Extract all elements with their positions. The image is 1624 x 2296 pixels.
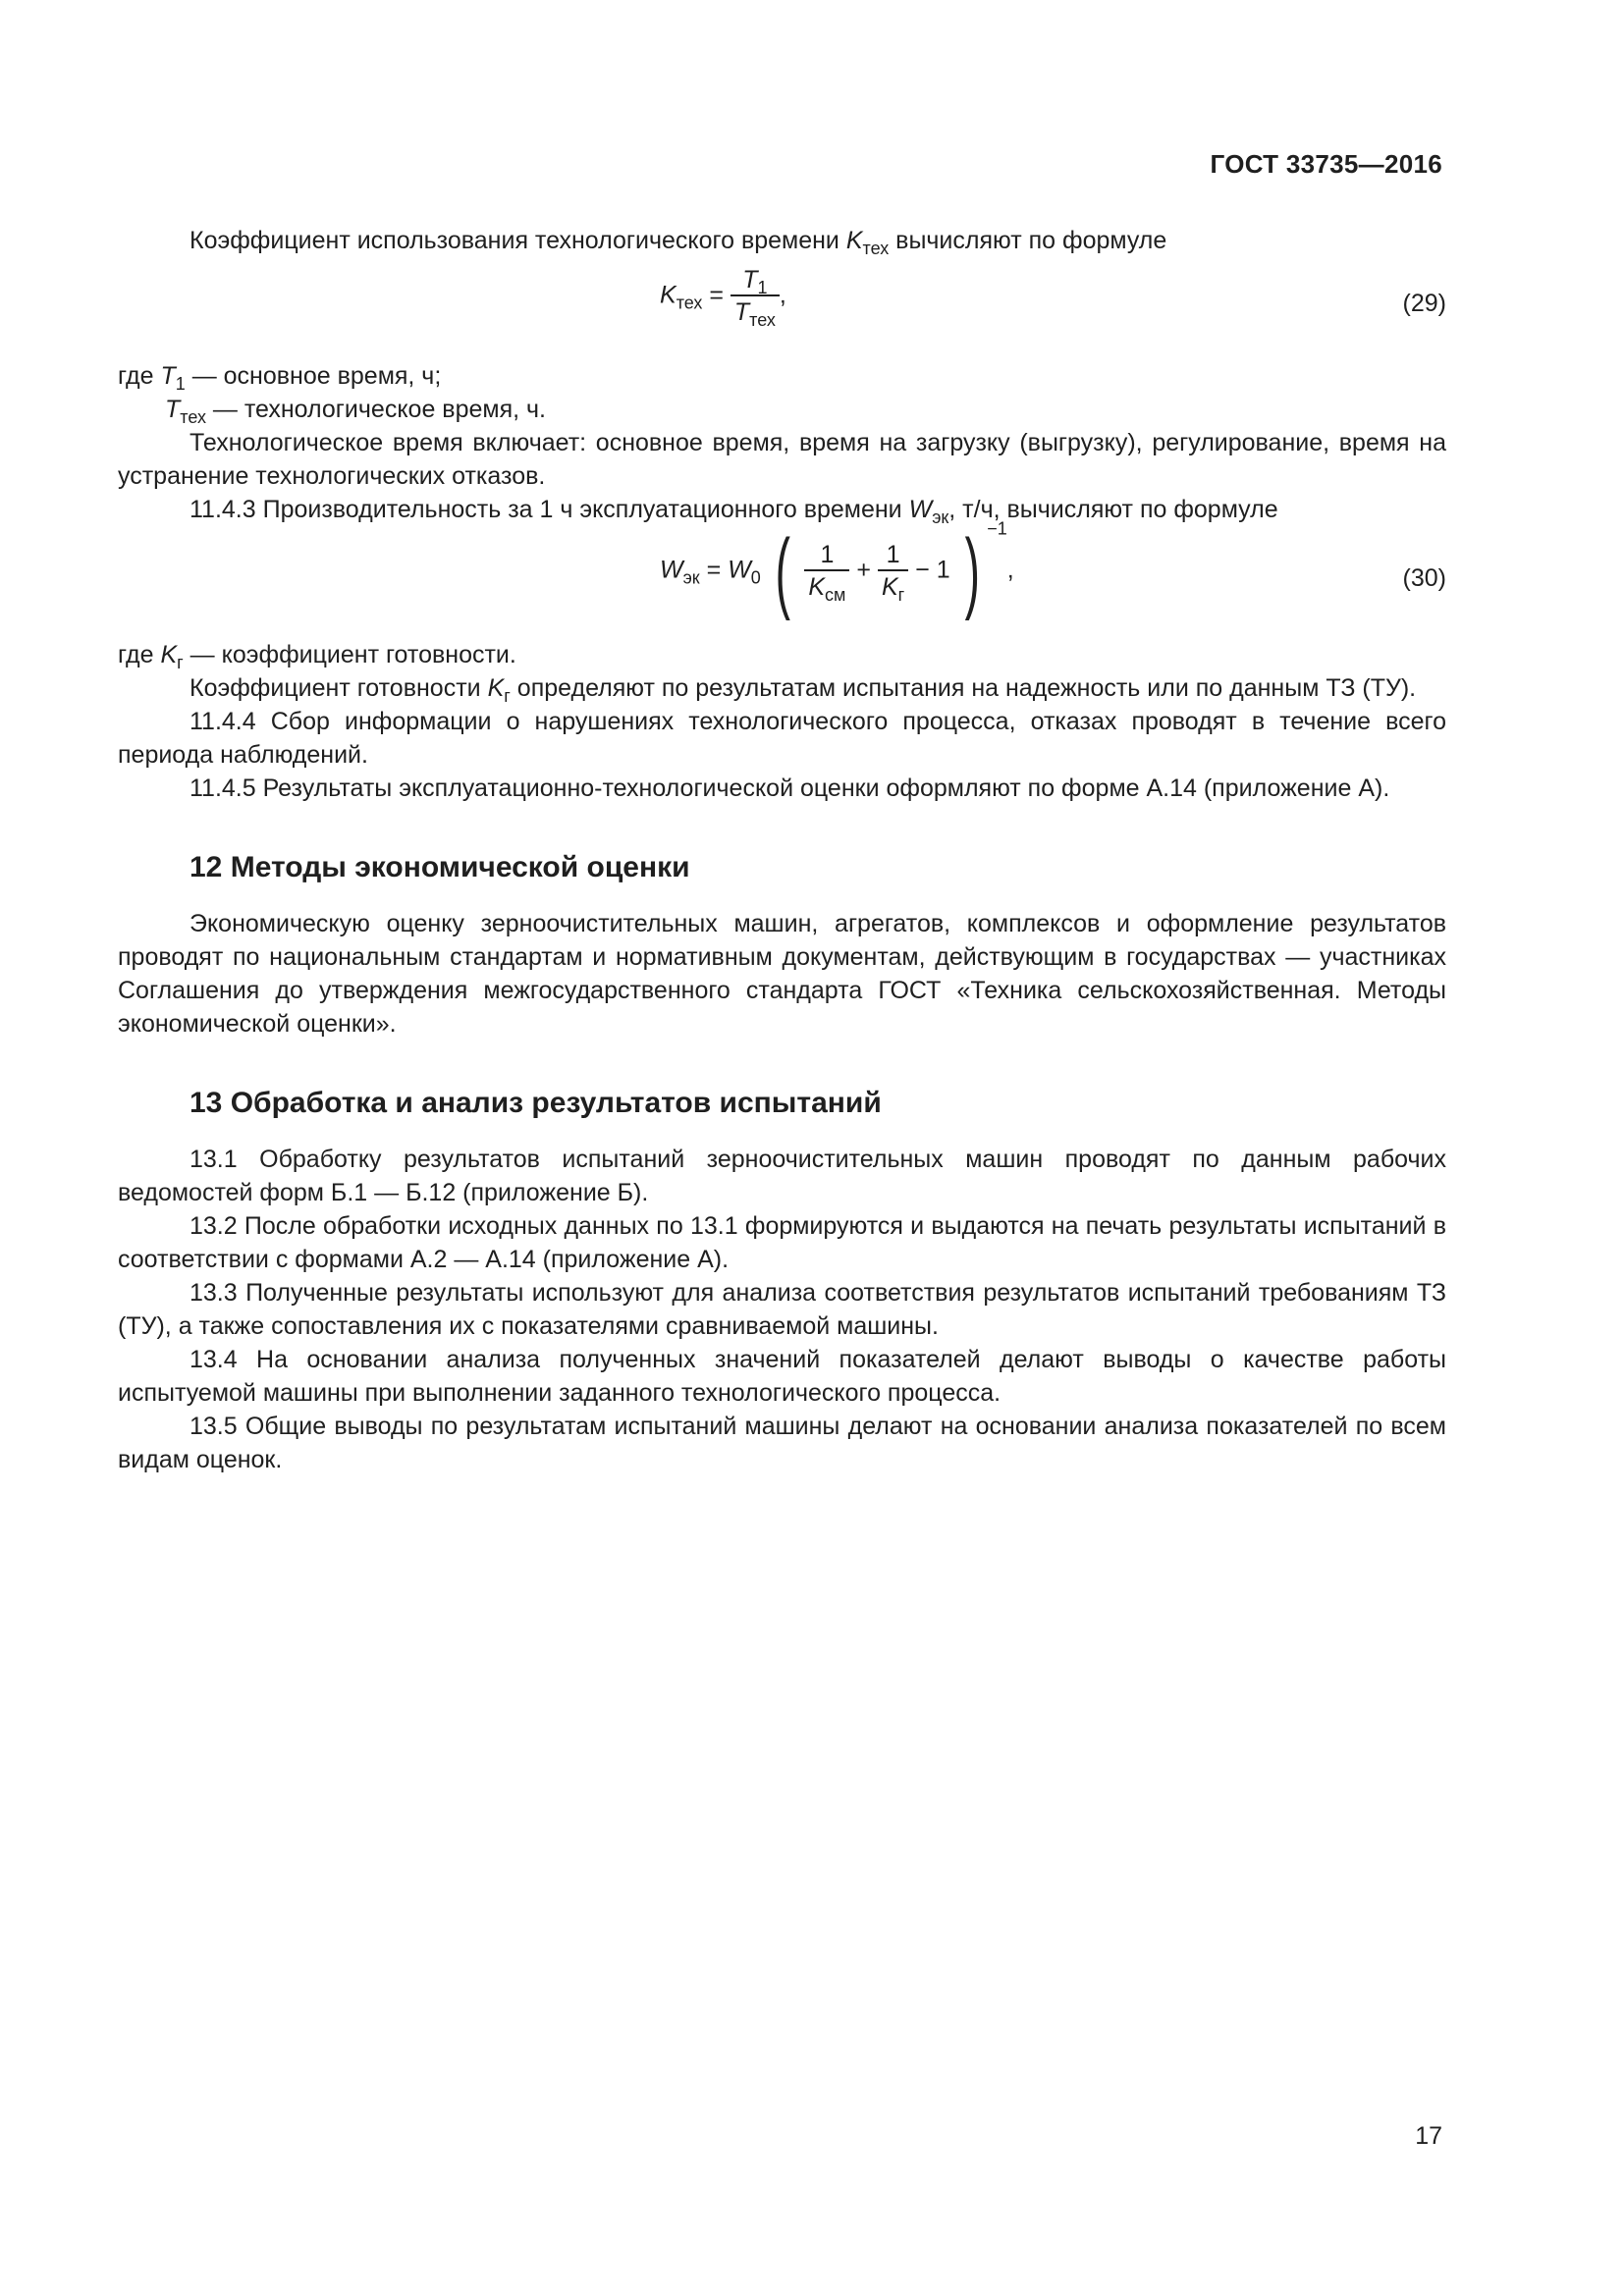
f29-num-subscript: 1	[757, 278, 768, 297]
f29-den-subscript: тех	[749, 310, 776, 330]
formula-30	[118, 518, 1446, 630]
f30-f2-numerator: 1	[878, 540, 908, 571]
paragraph-13-1: 13.1 Обработку результатов испытаний зерноочистительных машин проводят по данным рабочих ведомостей форм Б.1 — Б.12 (приложение Б).	[118, 1146, 1446, 1206]
f30-w0-subscript: 0	[750, 567, 761, 588]
f30-fraction-2	[878, 540, 908, 603]
f30-f1-denominator	[804, 571, 849, 603]
kg-paragraph	[118, 671, 1446, 705]
formula-30-expression	[660, 518, 1014, 621]
f29-denominator	[731, 296, 780, 328]
legend-ttex-text: — технологическое время, ч.	[212, 396, 546, 423]
legend30-subscript: г	[177, 653, 184, 672]
f29-lhs-subscript: тех	[676, 293, 703, 313]
f30-kg-symbol: K	[881, 573, 898, 601]
legend-29-line-1	[118, 359, 1446, 393]
f30-exponent: −1	[987, 518, 1007, 539]
kg-subscript: г	[504, 686, 511, 706]
legend-t1-text: — основное время, ч;	[191, 362, 442, 390]
tech-time-paragraph: Технологическое время включает: основное время, время на загрузку (выгрузку), регулирование, время на устранение технологических отказов.	[118, 429, 1446, 490]
legend30-where: где	[118, 641, 154, 668]
paragraph-13-5: 13.5 Общие выводы по результатам испытаний машины делают на основании анализа показателей по всем видам оценок.	[118, 1413, 1446, 1473]
f29-numerator	[731, 265, 780, 296]
p1143-subscript: эк	[932, 507, 949, 527]
section-12-paragraph: Экономическую оценку зерноочистительных машин, агрегатов, комплексов и оформление результатов проводят по национальным стандартам и нормативным документам, действующим в государствах — участниках Соглашения до утверждения межгосударственного стандарта ГОСТ «Техника сельскохозяйственная. Методы экономической оценки».	[118, 910, 1446, 1038]
f30-equals: =	[706, 556, 722, 584]
p1143-text-b: , т/ч, вычисляют по формуле	[948, 496, 1278, 523]
page-content	[118, 224, 1446, 1476]
standard-header: ГОСТ 33735—2016	[1210, 149, 1442, 179]
f29-lhs-symbol: K	[660, 281, 677, 309]
f30-w0-symbol: W	[728, 556, 751, 584]
ktex-subscript: тех	[862, 239, 890, 258]
f30-kcm-subscript: см	[825, 585, 846, 605]
legend-where: где	[118, 362, 154, 390]
formula-29-expression	[660, 265, 786, 328]
legend30-text: — коэффициент готовности.	[189, 641, 516, 668]
ktex-intro-paragraph	[118, 224, 1446, 257]
paragraph-11-4-4: 11.4.4 Сбор информации о нарушениях технологического процесса, отказах проводят в течение всего периода наблюдений.	[118, 708, 1446, 769]
paragraph-13-2: 13.2 После обработки исходных данных по 13.1 формируются и выдаются на печать результаты испытаний в соответствии с формами А.2 — А.14 (приложение А).	[118, 1212, 1446, 1273]
f29-num-symbol: T	[742, 266, 758, 294]
f30-comma: ,	[1006, 556, 1014, 584]
f29-den-symbol: T	[733, 298, 750, 326]
ktex-intro-tail: вычисляют по формуле	[895, 227, 1167, 254]
section-13-heading: 13 Обработка и анализ результатов испытаний	[189, 1087, 882, 1119]
legend-29-line-2	[118, 393, 1446, 426]
page-number: 17	[1415, 2122, 1442, 2150]
f30-lhs-subscript: эк	[682, 567, 700, 588]
p1143-symbol: W	[908, 496, 933, 523]
ktex-symbol: K	[845, 227, 863, 254]
f30-fraction-1	[804, 540, 849, 603]
f30-kcm-symbol: K	[808, 573, 826, 601]
ktex-intro-text: Коэффициент использования технологического времени	[189, 227, 839, 254]
legend-30	[118, 638, 1446, 671]
legend30-symbol: K	[160, 641, 178, 668]
legend-t1-subscript: 1	[175, 374, 186, 394]
f30-f1-numerator: 1	[804, 540, 849, 571]
paragraph-13-3: 13.3 Полученные результаты используют для анализа соответствия результатов испытаний требованиям ТЗ (ТУ), а также сопоставления их с показателями сравниваемой машины.	[118, 1279, 1446, 1340]
formula-29-number: (29)	[1402, 290, 1446, 317]
kg-text-b: определяют по результатам испытания на надежность или по данным ТЗ (ТУ).	[516, 674, 1417, 702]
f30-minus-one: − 1	[915, 556, 950, 584]
legend-ttex-subscript: тех	[180, 407, 206, 427]
f30-lhs-symbol: W	[660, 556, 683, 584]
f29-equals: =	[709, 281, 724, 309]
p1143-text-a: 11.4.3 Производительность за 1 ч эксплуатационного времени	[189, 496, 902, 523]
f30-left-paren: (	[775, 521, 790, 621]
legend-ttex-symbol: T	[165, 396, 181, 423]
kg-symbol: K	[487, 674, 505, 702]
formula-30-number: (30)	[1402, 564, 1446, 592]
formula-29-legend	[118, 359, 1446, 426]
f30-right-paren: )	[964, 521, 980, 621]
paragraph-11-4-5: 11.4.5 Результаты эксплуатационно-технологической оценки оформляют по форме А.14 (приложение А).	[189, 774, 1390, 802]
formula-29	[118, 263, 1446, 351]
f29-comma: ,	[779, 281, 786, 309]
f29-fraction	[731, 265, 780, 328]
f30-kg-subscript: г	[897, 585, 905, 605]
f30-plus: +	[856, 556, 871, 584]
legend-t1-symbol: T	[160, 362, 176, 390]
section-12-heading: 12 Методы экономической оценки	[189, 851, 690, 883]
f30-f2-denominator	[878, 571, 908, 603]
paragraph-13-4: 13.4 На основании анализа полученных значений показателей делают выводы о качестве работы испытуемой машины при выполнении заданного технологического процесса.	[118, 1346, 1446, 1407]
kg-text-a: Коэффициент готовности	[189, 674, 481, 702]
